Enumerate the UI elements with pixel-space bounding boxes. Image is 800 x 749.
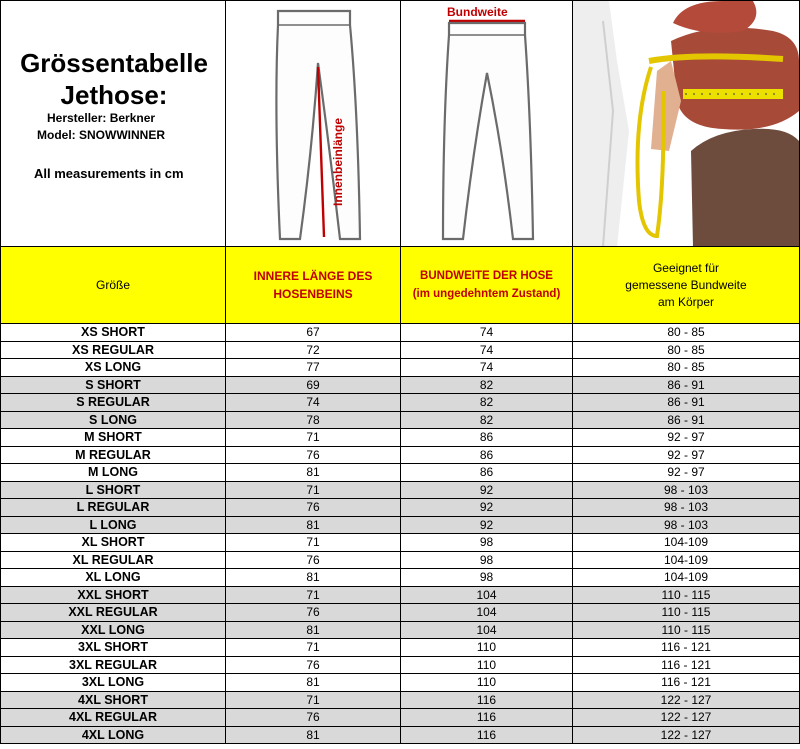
- table-row: [0, 534, 800, 552]
- waist-cell: 86: [401, 447, 573, 465]
- size-cell: M SHORT: [0, 429, 226, 447]
- table-row: [0, 342, 800, 360]
- table-row: [0, 639, 800, 657]
- body-waist-cell: 122 - 127: [573, 692, 800, 710]
- body-waist-cell: 86 - 91: [573, 412, 800, 430]
- table-row: [0, 569, 800, 587]
- waist-cell: 98: [401, 569, 573, 587]
- size-cell: 3XL LONG: [0, 674, 226, 692]
- size-cell: XXL SHORT: [0, 587, 226, 605]
- table-row: [0, 657, 800, 675]
- body-waist-cell: 116 - 121: [573, 657, 800, 675]
- waist-cell: 116: [401, 727, 573, 745]
- body-waist-cell: 86 - 91: [573, 377, 800, 395]
- waist-cell: 110: [401, 657, 573, 675]
- tape-measure-photo: [573, 1, 799, 247]
- inseam-cell: 71: [226, 482, 401, 500]
- chart-subtitle: Jethose:: [60, 80, 168, 110]
- waist-cell: 98: [401, 534, 573, 552]
- body-waist-cell: 116 - 121: [573, 639, 800, 657]
- table-header-row: [0, 247, 800, 324]
- body-measure-photo-cell: [573, 0, 800, 247]
- table-row: [0, 377, 800, 395]
- inseam-cell: 74: [226, 394, 401, 412]
- table-row: [0, 517, 800, 535]
- inseam-cell: 81: [226, 464, 401, 482]
- table-row: [0, 709, 800, 727]
- column-header-inseam: INNERE LÄNGE DES HOSENBEINS: [226, 247, 401, 324]
- inseam-cell: 81: [226, 622, 401, 640]
- waist-cell: 104: [401, 587, 573, 605]
- inseam-cell: 78: [226, 412, 401, 430]
- inseam-cell: 71: [226, 429, 401, 447]
- body-waist-cell: 104-109: [573, 569, 800, 587]
- waist-cell: 74: [401, 359, 573, 377]
- inseam-cell: 71: [226, 587, 401, 605]
- inseam-cell: 81: [226, 569, 401, 587]
- table-row: [0, 499, 800, 517]
- waist-cell: 98: [401, 552, 573, 570]
- table-row: [0, 604, 800, 622]
- body-waist-cell: 98 - 103: [573, 482, 800, 500]
- inseam-cell: 71: [226, 692, 401, 710]
- waist-cell: 74: [401, 324, 573, 342]
- inseam-cell: 76: [226, 709, 401, 727]
- waist-cell: 92: [401, 517, 573, 535]
- body-waist-cell: 92 - 97: [573, 464, 800, 482]
- inseam-cell: 69: [226, 377, 401, 395]
- body-waist-cell: 122 - 127: [573, 727, 800, 745]
- inseam-cell: 72: [226, 342, 401, 360]
- body-waist-cell: 98 - 103: [573, 499, 800, 517]
- body-waist-cell: 80 - 85: [573, 359, 800, 377]
- body-waist-cell: 104-109: [573, 552, 800, 570]
- waist-cell: 82: [401, 412, 573, 430]
- size-cell: 4XL LONG: [0, 727, 226, 745]
- table-row: [0, 482, 800, 500]
- body-waist-cell: 110 - 115: [573, 604, 800, 622]
- inseam-cell: 76: [226, 657, 401, 675]
- waist-cell: 74: [401, 342, 573, 360]
- inseam-cell: 76: [226, 499, 401, 517]
- inseam-illustration-cell: [226, 0, 401, 247]
- table-row: [0, 587, 800, 605]
- column-header-waist: BUNDWEITE DER HOSE (im ungedehntem Zustand): [401, 247, 573, 324]
- table-row: [0, 464, 800, 482]
- waist-cell: 110: [401, 674, 573, 692]
- table-row: [0, 412, 800, 430]
- waist-cell: 86: [401, 429, 573, 447]
- waist-cell: 110: [401, 639, 573, 657]
- size-cell: S REGULAR: [0, 394, 226, 412]
- waist-cell: 86: [401, 464, 573, 482]
- body-waist-cell: 92 - 97: [573, 447, 800, 465]
- inseam-cell: 71: [226, 534, 401, 552]
- size-cell: 4XL REGULAR: [0, 709, 226, 727]
- table-row: [0, 447, 800, 465]
- table-row: [0, 429, 800, 447]
- pants-waist-icon: [401, 1, 572, 247]
- waist-illustration-cell: [401, 0, 573, 247]
- size-cell: 3XL REGULAR: [0, 657, 226, 675]
- body-waist-cell: 110 - 115: [573, 622, 800, 640]
- size-cell: XS REGULAR: [0, 342, 226, 360]
- inseam-cell: 76: [226, 552, 401, 570]
- size-cell: 4XL SHORT: [0, 692, 226, 710]
- column-header-size: Größe: [0, 247, 226, 324]
- waist-cell: 82: [401, 377, 573, 395]
- size-cell: S SHORT: [0, 377, 226, 395]
- header-band: [0, 0, 800, 247]
- size-cell: XL REGULAR: [0, 552, 226, 570]
- size-cell: M REGULAR: [0, 447, 226, 465]
- inseam-cell: 81: [226, 674, 401, 692]
- body-waist-cell: 92 - 97: [573, 429, 800, 447]
- inseam-cell: 77: [226, 359, 401, 377]
- size-cell: XXL LONG: [0, 622, 226, 640]
- table-row: [0, 359, 800, 377]
- body-waist-cell: 98 - 103: [573, 517, 800, 535]
- waist-cell: 92: [401, 499, 573, 517]
- units-note: All measurements in cm: [34, 166, 184, 181]
- waist-cell: 104: [401, 622, 573, 640]
- body-waist-cell: 122 - 127: [573, 709, 800, 727]
- title-cell: [0, 0, 226, 247]
- manufacturer-label: Hersteller: Berkner: [47, 111, 156, 125]
- inseam-cell: 67: [226, 324, 401, 342]
- waist-cell: 82: [401, 394, 573, 412]
- table-row: [0, 324, 800, 342]
- body-waist-cell: 110 - 115: [573, 587, 800, 605]
- size-cell: L LONG: [0, 517, 226, 535]
- table-row: [0, 692, 800, 710]
- size-cell: L REGULAR: [0, 499, 226, 517]
- inseam-cell: 71: [226, 639, 401, 657]
- size-cell: XL SHORT: [0, 534, 226, 552]
- waist-cell: 92: [401, 482, 573, 500]
- body-waist-cell: 86 - 91: [573, 394, 800, 412]
- body-waist-cell: 80 - 85: [573, 342, 800, 360]
- inseam-label: Innenbeinlänge: [331, 117, 345, 206]
- size-cell: S LONG: [0, 412, 226, 430]
- table-row: [0, 552, 800, 570]
- size-cell: XS SHORT: [0, 324, 226, 342]
- waist-cell: 116: [401, 709, 573, 727]
- table-row: [0, 394, 800, 412]
- inseam-cell: 81: [226, 727, 401, 745]
- size-cell: XXL REGULAR: [0, 604, 226, 622]
- waist-label: Bundweite: [447, 5, 508, 19]
- pants-inseam-icon: [226, 1, 400, 247]
- body-waist-cell: 104-109: [573, 534, 800, 552]
- table-body: [0, 324, 800, 744]
- size-cell: XL LONG: [0, 569, 226, 587]
- size-cell: L SHORT: [0, 482, 226, 500]
- table-row: [0, 622, 800, 640]
- inseam-cell: 76: [226, 604, 401, 622]
- size-cell: 3XL SHORT: [0, 639, 226, 657]
- chart-title: Grössentabelle: [20, 48, 208, 78]
- model-label: Model: SNOWWINNER: [37, 128, 165, 142]
- table-row: [0, 727, 800, 745]
- body-waist-cell: 80 - 85: [573, 324, 800, 342]
- size-cell: XS LONG: [0, 359, 226, 377]
- body-waist-cell: 116 - 121: [573, 674, 800, 692]
- waist-cell: 116: [401, 692, 573, 710]
- table-row: [0, 674, 800, 692]
- size-cell: M LONG: [0, 464, 226, 482]
- waist-cell: 104: [401, 604, 573, 622]
- inseam-cell: 76: [226, 447, 401, 465]
- inseam-cell: 81: [226, 517, 401, 535]
- column-header-body-waist: Geeignet für gemessene Bundweite am Körper: [573, 247, 800, 324]
